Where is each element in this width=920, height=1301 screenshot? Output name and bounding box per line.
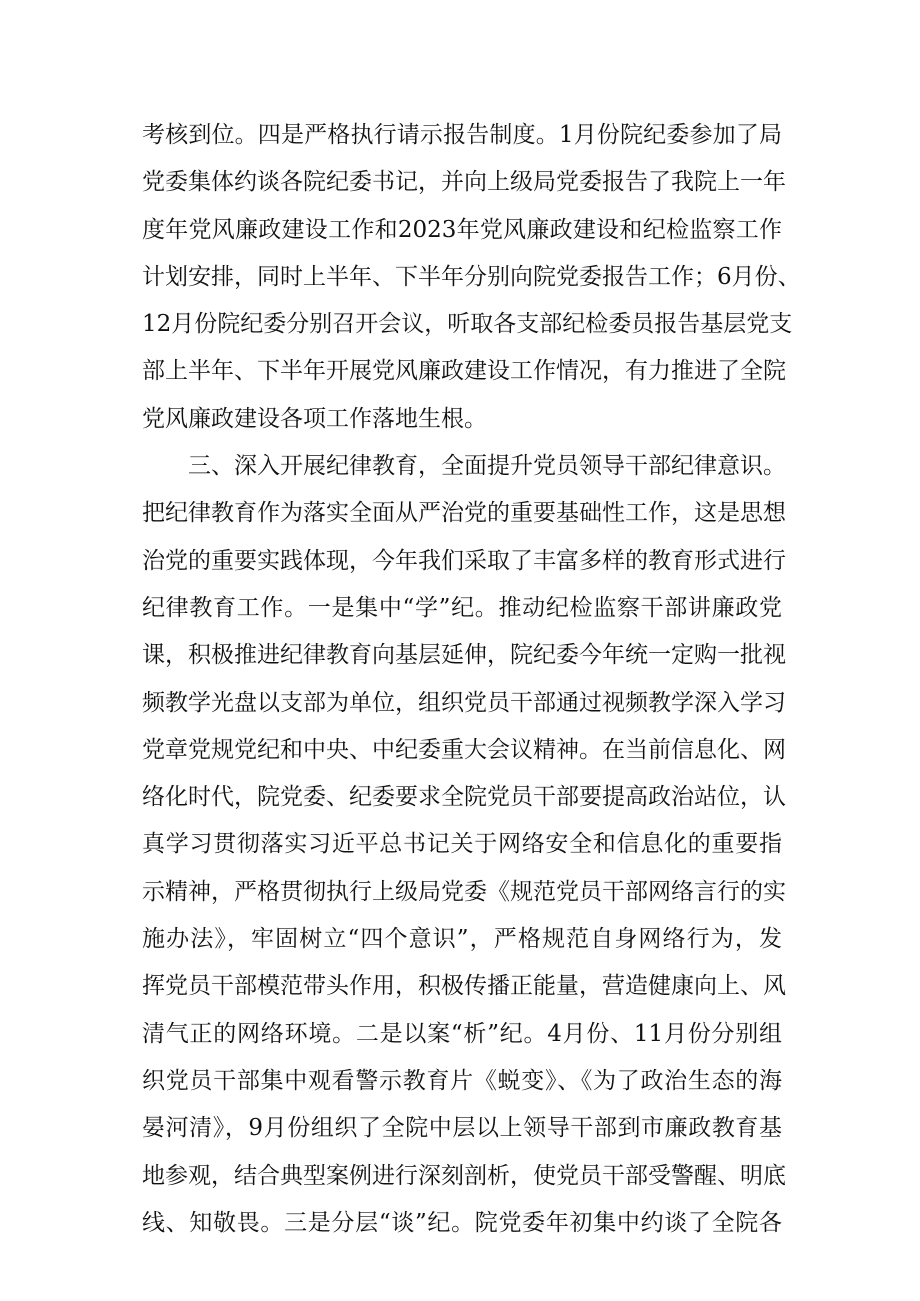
text-line: 12月份院纪委分别召开会议，听取各支部纪检委员报告基层党支 [142,311,793,338]
text-line: 挥党员干部模范带头作用，积极传播正能量，营造健康向上、风 [142,973,786,1000]
text-line: 党委集体约谈各院纪委书记，并向上级局党委报告了我院上一年 [142,169,786,196]
text-line: 考核到位。四是严格执行请示报告制度。1月份院纪委参加了局 [142,122,782,148]
text-line: 清气正的网络环境。二是以案“析”纪。4月份、11月份分别组 [142,1020,782,1047]
text-line: 党风廉政建设各项工作落地生根。 [142,405,487,432]
text-line: 课，积极推进纪律教育向基层延伸，院纪委今年统一定购一批视 [142,642,786,669]
text-line: 度年党风廉政建设工作和2023年党风廉政建设和纪检监察工作 [142,216,782,243]
text-line: 纪律教育工作。一是集中“学”纪。推动纪检监察干部讲廉政党 [142,594,782,621]
text-line: 治党的重要实践体现，今年我们采取了丰富多样的教育形式进行 [142,547,786,574]
text-line: 计划安排，同时上半年、下半年分别向院党委报告工作；6月份、 [142,263,801,290]
body-text [142,112,801,1247]
text-line: 络化时代，院党委、纪委要求全院党员干部要提高政治站位，认 [142,784,786,811]
text-line: 真学习贯彻落实习近平总书记关于网络安全和信息化的重要指 [142,831,782,858]
text-line: 党章党规党纪和中央、中纪委重大会议精神。在当前信息化、网 [142,736,786,763]
text-line: 部上半年、下半年开展党风廉政建设工作情况，有力推进了全院 [142,358,786,385]
text-line: 地参观，结合典型案例进行深刻剖析，使党员干部受警醒、明底 [142,1162,786,1189]
text-line: 把纪律教育作为落实全面从严治党的重要基础性工作，这是思想 [142,500,786,527]
text-line: 示精神，严格贯彻执行上级局党委《规范党员干部网络言行的实 [142,878,786,905]
text-line: 施办法》，牢固树立“四个意识”，严格规范自身网络行为，发 [142,926,782,953]
text-line: 织党员干部集中观看警示教育片《蜕变》、《为了政治生态的海 [142,1067,782,1094]
text-line: 线、知敬畏。三是分层“谈”纪。院党委年初集中约谈了全院各 [142,1209,782,1236]
section-heading-line: 三、深入开展纪律教育，全面提升党员领导干部纪律意识。 [188,453,786,480]
text-line: 晏河清》，9月份组织了全院中层以上领导干部到市廉政教育基 [142,1115,782,1142]
text-line: 频教学光盘以支部为单位，组织党员干部通过视频教学深入学习 [142,689,786,716]
